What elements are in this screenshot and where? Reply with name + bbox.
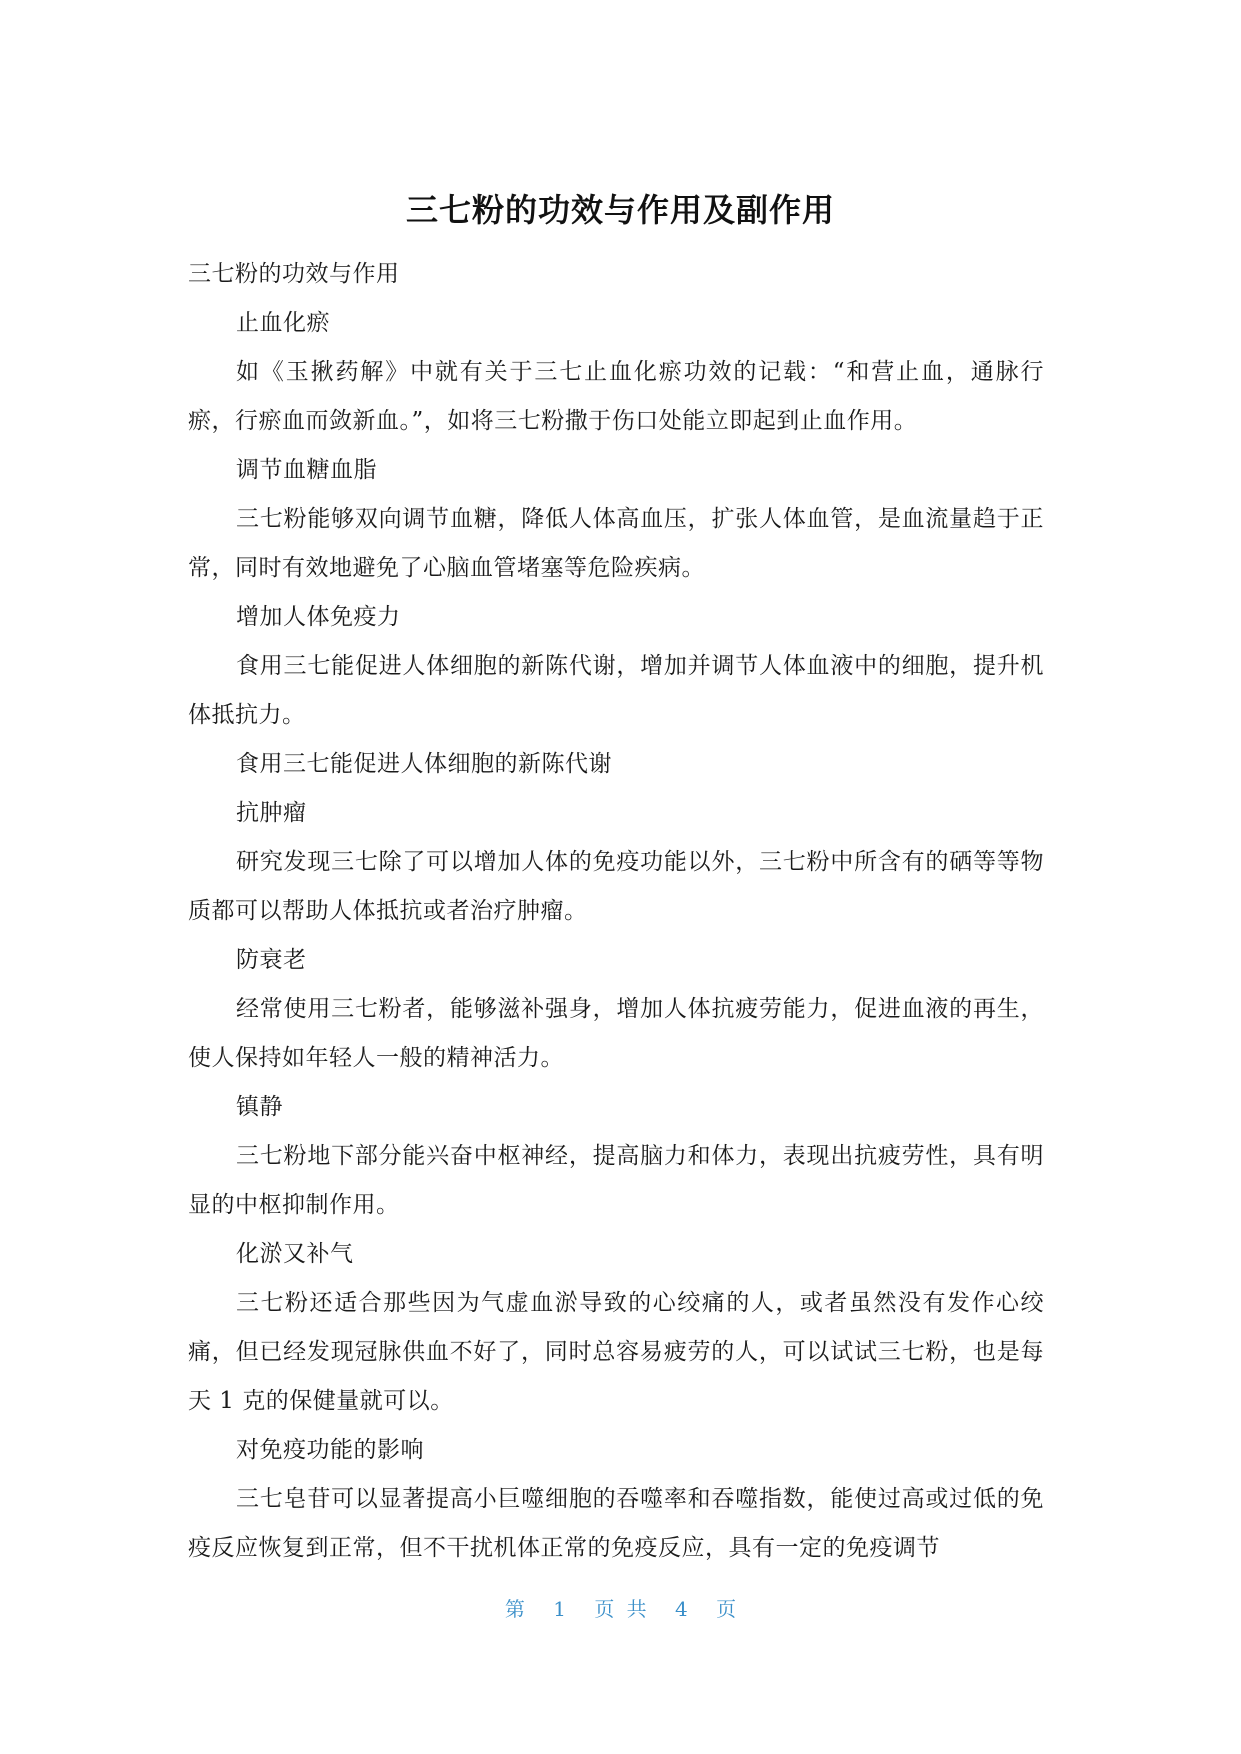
- paragraph-anti-tumor: 研究发现三七除了可以增加人体的免疫功能以外，三七粉中所含有的硒等等物质都可以帮助人体抵抗或者治疗肿瘤。: [188, 849, 1044, 924]
- paragraph-hemostasis: 如《玉揪药解》中就有关于三七止血化瘀功效的记载：“和营止血，通脉行瘀，行瘀血而敛新血。”，如将三七粉撒于伤口处能立即起到止血作用。: [188, 359, 1044, 434]
- subheading-sedation: 镇静: [236, 1094, 283, 1120]
- footer-prefix: 第: [504, 1597, 525, 1621]
- paragraph-anti-aging: 经常使用三七粉者，能够滋补强身，增加人体抗疲劳能力，促进血液的再生，使人保持如年轻人一般的精神活力。: [188, 996, 1044, 1071]
- paragraph-blood-sugar: 三七粉能够双向调节血糖，降低人体高血压，扩张人体血管，是血流量趋于正常，同时有效地避免了心脑血管堵塞等危险疾病。: [188, 506, 1044, 581]
- footer-current-page: 1: [553, 1597, 566, 1621]
- page-footer: [0, 1594, 1241, 1624]
- paragraph-immune-effect: 三七皂苷可以显著提高小巨噬细胞的吞噬率和吞噬指数，能使过高或过低的免疫反应恢复到正常，但不干扰机体正常的免疫反应，具有一定的免疫调节: [188, 1486, 1044, 1561]
- footer-total-pages: 4: [675, 1597, 688, 1621]
- subheading-anti-tumor: 抗肿瘤: [236, 800, 307, 826]
- subheading-immunity: 增加人体免疫力: [236, 604, 401, 630]
- paragraph-immunity: 食用三七能促进人体细胞的新陈代谢，增加并调节人体血液中的细胞，提升机体抵抗力。: [188, 653, 1044, 728]
- paragraph-blood-stasis: 三七粉还适合那些因为气虚血淤导致的心绞痛的人，或者虽然没有发作心绞痛，但已经发现冠脉供血不好了，同时总容易疲劳的人，可以试试三七粉，也是每天 1 克的保健量就可以。: [188, 1290, 1044, 1414]
- document-body: [188, 250, 1044, 1573]
- footer-mid: 页 共: [594, 1597, 647, 1621]
- subheading-hemostasis: 止血化瘀: [236, 310, 330, 336]
- subheading-metabolism: 食用三七能促进人体细胞的新陈代谢: [236, 751, 612, 777]
- subheading-immune-effect: 对免疫功能的影响: [236, 1437, 424, 1463]
- document-title: 三七粉的功效与作用及副作用: [405, 191, 835, 229]
- subheading-anti-aging: 防衰老: [236, 947, 307, 973]
- subheading-blood-stasis: 化淤又补气: [236, 1241, 354, 1267]
- section-heading: 三七粉的功效与作用: [188, 261, 400, 287]
- footer-suffix: 页: [716, 1597, 737, 1621]
- paragraph-sedation: 三七粉地下部分能兴奋中枢神经，提高脑力和体力，表现出抗疲劳性，具有明显的中枢抑制作用。: [188, 1143, 1044, 1218]
- subheading-blood-sugar: 调节血糖血脂: [236, 457, 377, 483]
